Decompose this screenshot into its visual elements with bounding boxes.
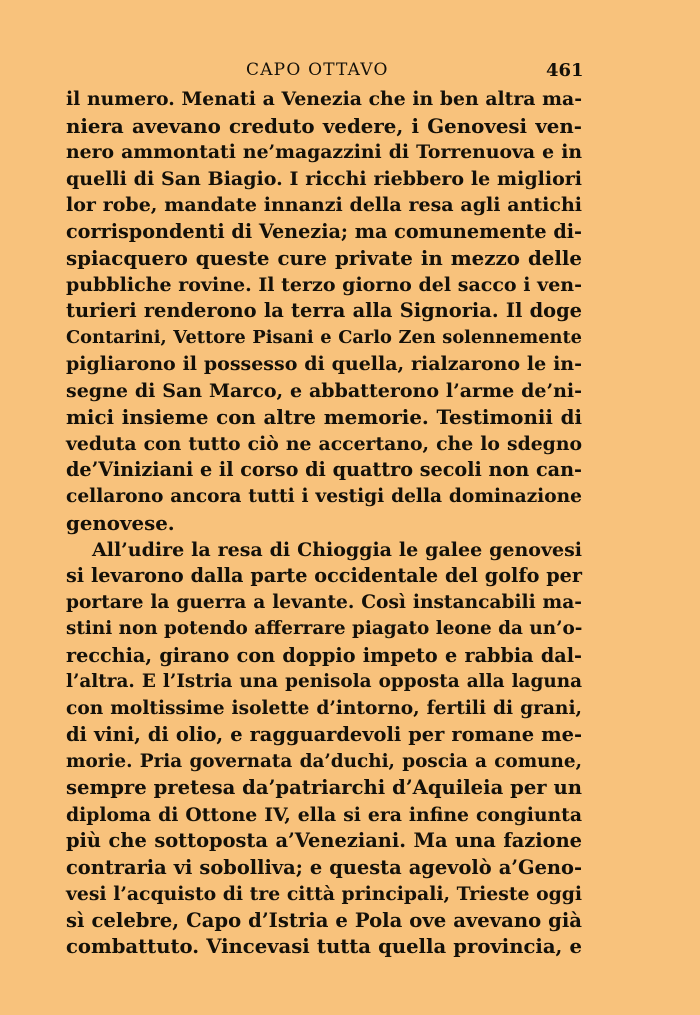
- text-line: l’altra. E l’Istria una penisola opposta alla laguna: [66, 671, 582, 692]
- paragraph-end-line: genovese.: [66, 511, 175, 535]
- paragraph-start-line: All’udire la resa di Chioggia le galee genovesi: [92, 538, 582, 561]
- text-line: recchia, girano con doppio impeto e rabbia dal-: [66, 643, 582, 667]
- text-line: portare la guerra a levante. Così instancabili ma-: [66, 591, 582, 613]
- body-text: [66, 86, 582, 961]
- text-line: de’Viniziani e il corso di quattro secoli non can-: [66, 458, 582, 481]
- text-line: segne di San Marco, e abbatterono l’arme de’ni-: [66, 379, 582, 402]
- text-line: con moltissime isolette d’intorno, fertili di grani,: [66, 697, 582, 719]
- text-line: diploma di Ottone IV, ella si era infine congiunta: [66, 803, 582, 826]
- text-line: contraria vi sobolliva; e questa agevolò a’Geno-: [66, 855, 582, 879]
- text-line: stini non potendo afferrare piagato leone da un’o-: [66, 618, 583, 639]
- text-line: pubbliche rovine. Il terzo giorno del sacco i ven-: [66, 273, 582, 296]
- text-line: il numero. Menati a Venezia che in ben altra ma-: [66, 88, 582, 110]
- text-line: cellarono ancora tutti i vestigi della dominazione: [66, 485, 582, 507]
- text-line: si levarono dalla parte occidentale del golfo per: [66, 564, 582, 587]
- text-line: nero ammontati ne’magazzini di Torrenuova e in: [66, 141, 582, 163]
- text-line: niera avevano creduto vedere, i Genovesi ven-: [66, 113, 582, 138]
- text-line: mici insieme con altre memorie. Testimonii di: [66, 405, 582, 429]
- text-line: di vini, di olio, e ragguardevoli per romane me-: [66, 723, 582, 746]
- text-line: sì celebre, Capo d’Istria e Pola ove avevano già: [66, 908, 582, 932]
- text-line: turieri renderono la terra alla Signoria. Il doge: [66, 299, 582, 322]
- text-line: pigliarono il possesso di quella, rialzarono le in-: [66, 353, 582, 375]
- text-line: vesi l’acquisto di tre città principali, Trieste oggi: [66, 883, 582, 905]
- text-line: morie. Pria governata da’duchi, poscia a comune,: [66, 750, 582, 772]
- text-line: veduta con tutto ciò ne accertano, che lo sdegno: [66, 432, 582, 455]
- text-line: spiacquero queste cure private in mezzo delle: [66, 246, 582, 270]
- text-line: combattuto. Vincevasi tutta quella provincia, e: [66, 935, 582, 958]
- text-line: più che sottoposta a’Veneziani. Ma una fazione: [66, 829, 582, 852]
- text-line: corrispondenti di Venezia; ma comunemente di-: [66, 219, 582, 243]
- chapter-title: CAPO OTTAVO: [246, 60, 389, 80]
- text-line: quelli di San Biagio. I ricchi riebbero le migliori: [66, 167, 582, 190]
- running-header: [0, 60, 700, 86]
- text-line: Contarini, Vettore Pisani e Carlo Zen solennemente: [66, 326, 582, 348]
- page-number: 461: [546, 60, 584, 81]
- text-line: lor robe, mandate innanzi della resa agli antichi: [66, 194, 582, 216]
- text-line: sempre pretesa da’patriarchi d’Aquileia per un: [66, 776, 582, 799]
